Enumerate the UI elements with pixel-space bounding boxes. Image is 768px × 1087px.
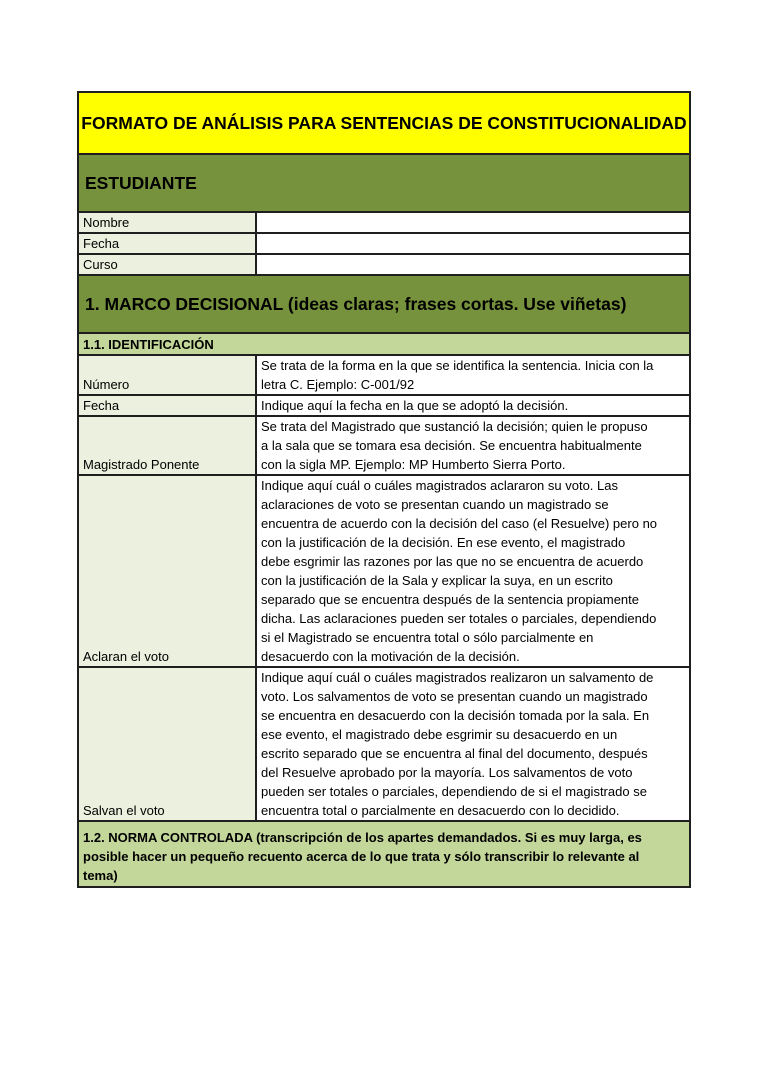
ponente-description[interactable]: [257, 417, 689, 474]
numero-description[interactable]: [257, 356, 689, 394]
student-name-row: [77, 213, 691, 234]
numero-label: Número: [79, 356, 257, 394]
text-line: escrito separado que se encuentra al final del documento, después: [261, 746, 648, 761]
identificacion-row-fecha: [77, 396, 691, 417]
analysis-form: [77, 91, 691, 888]
student-date-row: [77, 234, 691, 255]
student-course-row: [77, 255, 691, 276]
text-line: separado que se encuentra después de la sentencia propiamente: [261, 592, 639, 607]
form-title: FORMATO DE ANÁLISIS PARA SENTENCIAS DE CONSTITUCIONALIDAD: [77, 91, 691, 155]
text-line: Indique aquí cuál o cuáles magistrados aclararon su voto. Las: [261, 478, 618, 493]
marco-section-header: 1. MARCO DECISIONAL (ideas claras; frases cortas. Use viñetas): [77, 276, 691, 334]
salvan-label: Salvan el voto: [79, 668, 257, 820]
text-line: letra C. Ejemplo: C-001/92: [261, 377, 415, 392]
identificacion-header: 1.1. IDENTIFICACIÓN: [77, 334, 691, 356]
identificacion-row-numero: [77, 356, 691, 396]
course-label: Curso: [79, 255, 257, 274]
text-line: se encuentra en desacuerdo con la decisión tomada por la sala. En: [261, 708, 650, 723]
text-line: Se trata de la forma en la que se identifica la sentencia. Inicia con la: [261, 358, 654, 373]
text-line: debe esgrimir las razones por las que no se encuentra de acuerdo: [261, 554, 644, 569]
student-section-header: ESTUDIANTE: [77, 155, 691, 213]
text-line: aclaraciones de voto se presentan cuando un magistrado se: [261, 497, 609, 512]
text-line: pueden ser totales o parciales, dependiendo de si el magistrado se: [261, 784, 647, 799]
identificacion-row-aclaran: [77, 476, 691, 668]
date-label: Fecha: [79, 234, 257, 253]
text-line: a la sala que se tomara esa decisión. Se encuentra habitualmente: [261, 438, 642, 453]
name-label: Nombre: [79, 213, 257, 232]
norma-controlada-header: [77, 822, 691, 888]
salvan-description[interactable]: [257, 668, 689, 820]
date-input[interactable]: [257, 234, 689, 253]
text-line: con la sigla MP. Ejemplo: MP Humberto Sierra Porto.: [261, 457, 566, 472]
text-line: con la justificación de la Sala y explicar la suya, en un escrito: [261, 573, 613, 588]
text-line: tema): [83, 868, 118, 883]
text-line: Indique aquí cuál o cuáles magistrados realizaron un salvamento de: [261, 670, 654, 685]
text-line: encuentra total o parcialmente en desacuerdo con lo decidido.: [261, 803, 620, 818]
text-line: del Resuelve aprobado por la mayoría. Los salvamentos de voto: [261, 765, 633, 780]
text-line: Se trata del Magistrado que sustanció la decisión; quien le propuso: [261, 419, 648, 434]
name-input[interactable]: [257, 213, 689, 232]
fecha-description[interactable]: [257, 396, 689, 415]
text-line: encuentra de acuerdo con la decisión del caso (el Resuelve) pero no: [261, 516, 658, 531]
course-input[interactable]: [257, 255, 689, 274]
fecha-label: Fecha: [79, 396, 257, 415]
ponente-label: Magistrado Ponente: [79, 417, 257, 474]
aclaran-description[interactable]: [257, 476, 689, 666]
identificacion-row-salvan: [77, 668, 691, 822]
identificacion-row-ponente: [77, 417, 691, 476]
text-line: con la justificación de la decisión. En ese evento, el magistrado: [261, 535, 626, 550]
text-line: posible hacer un pequeño recuento acerca de lo que trata y sólo transcribir lo relevante al: [83, 849, 640, 864]
text-line: Indique aquí la fecha en la que se adoptó la decisión.: [261, 398, 569, 413]
text-line: ese evento, el magistrado debe esgrimir su desacuerdo en un: [261, 727, 618, 742]
text-line: desacuerdo con la motivación de la decisión.: [261, 649, 520, 664]
text-line: 1.2. NORMA CONTROLADA (transcripción de los apartes demandados. Si es muy larga, es: [83, 830, 642, 845]
text-line: voto. Los salvamentos de voto se presentan cuando un magistrado: [261, 689, 648, 704]
text-line: si el Magistrado se encuentra total o sólo parcialmente en: [261, 630, 594, 645]
text-line: dicha. Las aclaraciones pueden ser totales o parciales, dependiendo: [261, 611, 657, 626]
aclaran-label: Aclaran el voto: [79, 476, 257, 666]
